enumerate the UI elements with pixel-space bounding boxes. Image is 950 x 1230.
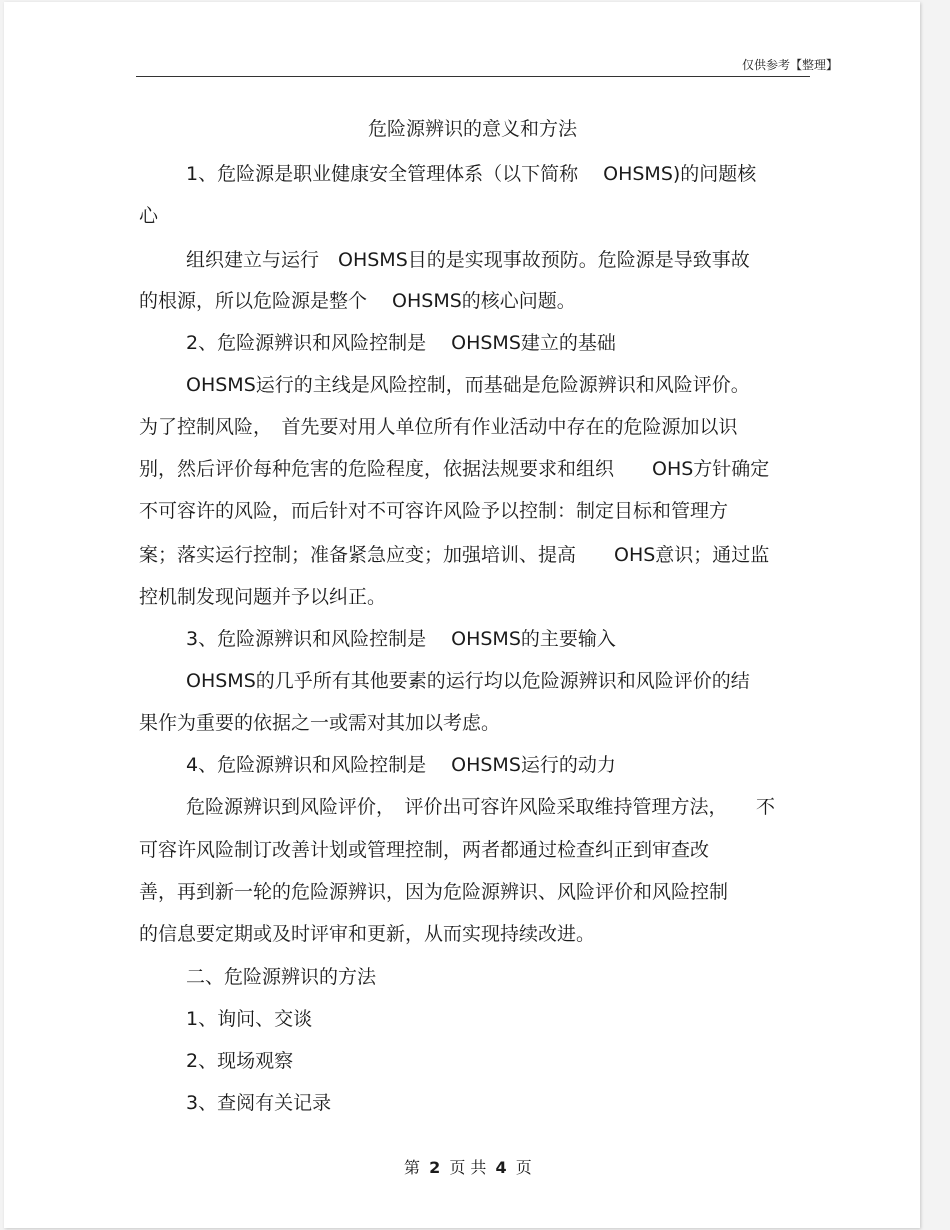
body-line: 心 — [139, 205, 159, 227]
list-item: 3、查阅有关记录 — [186, 1092, 332, 1114]
header-divider — [136, 76, 810, 77]
body-line: 的根源，所以危险源是整个 OHSMS的核心问题。 — [139, 290, 576, 312]
section-heading: 二、危险源辨识的方法 — [186, 966, 377, 988]
body-line: OHSMS的几乎所有其他要素的运行均以危险源辨识和风险评价的结 — [186, 670, 750, 692]
footer-prefix: 第 — [404, 1158, 421, 1177]
body-line: 的信息要定期或及时评审和更新，从而实现持续改进。 — [139, 923, 596, 945]
body-line: 别，然后评价每种危害的危险程度，依据法规要求和组织 OHS方针确定 — [139, 458, 770, 480]
body-line: 1、危险源是职业健康安全管理体系（以下简称 OHSMS)的问题核 — [186, 163, 757, 185]
page-footer — [404, 1155, 532, 1178]
footer-total-pages: 4 — [495, 1158, 507, 1177]
body-line: 不可容许的风险，而后针对不可容许风险予以控制：制定目标和管理方 — [139, 500, 729, 522]
body-line: 危险源辨识到风险评价， 评价出可容许风险采取维持管理方法， 不 — [186, 796, 776, 818]
body-line: 善，再到新一轮的危险源辨识，因为危险源辨识、风险评价和风险控制 — [139, 881, 729, 903]
body-line: 可容许风险制订改善计划或管理控制，两者都通过检查纠正到审查改 — [139, 839, 710, 861]
document-title: 危险源辨识的意义和方法 — [368, 118, 578, 140]
body-line: OHSMS运行的主线是风险控制，而基础是危险源辨识和风险评价。 — [186, 374, 750, 396]
footer-page-number: 2 — [429, 1158, 441, 1177]
footer-suffix: 页 — [515, 1158, 532, 1177]
header-note: 仅供参考【整理】 — [741, 58, 838, 72]
body-line: 组织建立与运行 OHSMS目的是实现事故预防。危险源是导致事故 — [186, 249, 750, 271]
body-line: 案；落实运行控制；准备紧急应变；加强培训、提高 OHS意识；通过监 — [139, 544, 770, 566]
body-line: 3、危险源辨识和风险控制是 OHSMS的主要输入 — [186, 628, 616, 650]
list-item: 1、询问、交谈 — [186, 1008, 313, 1030]
list-item: 2、现场观察 — [186, 1050, 294, 1072]
body-line: 控机制发现问题并予以纠正。 — [139, 586, 387, 608]
body-line: 2、危险源辨识和风险控制是 OHSMS建立的基础 — [186, 332, 616, 354]
body-line: 为了控制风险， 首先要对用人单位所有作业活动中存在的危险源加以识 — [139, 416, 738, 438]
body-line: 果作为重要的依据之一或需对其加以考虑。 — [139, 712, 501, 734]
footer-middle: 页 共 — [449, 1158, 487, 1177]
body-line: 4、危险源辨识和风险控制是 OHSMS运行的动力 — [186, 754, 616, 776]
